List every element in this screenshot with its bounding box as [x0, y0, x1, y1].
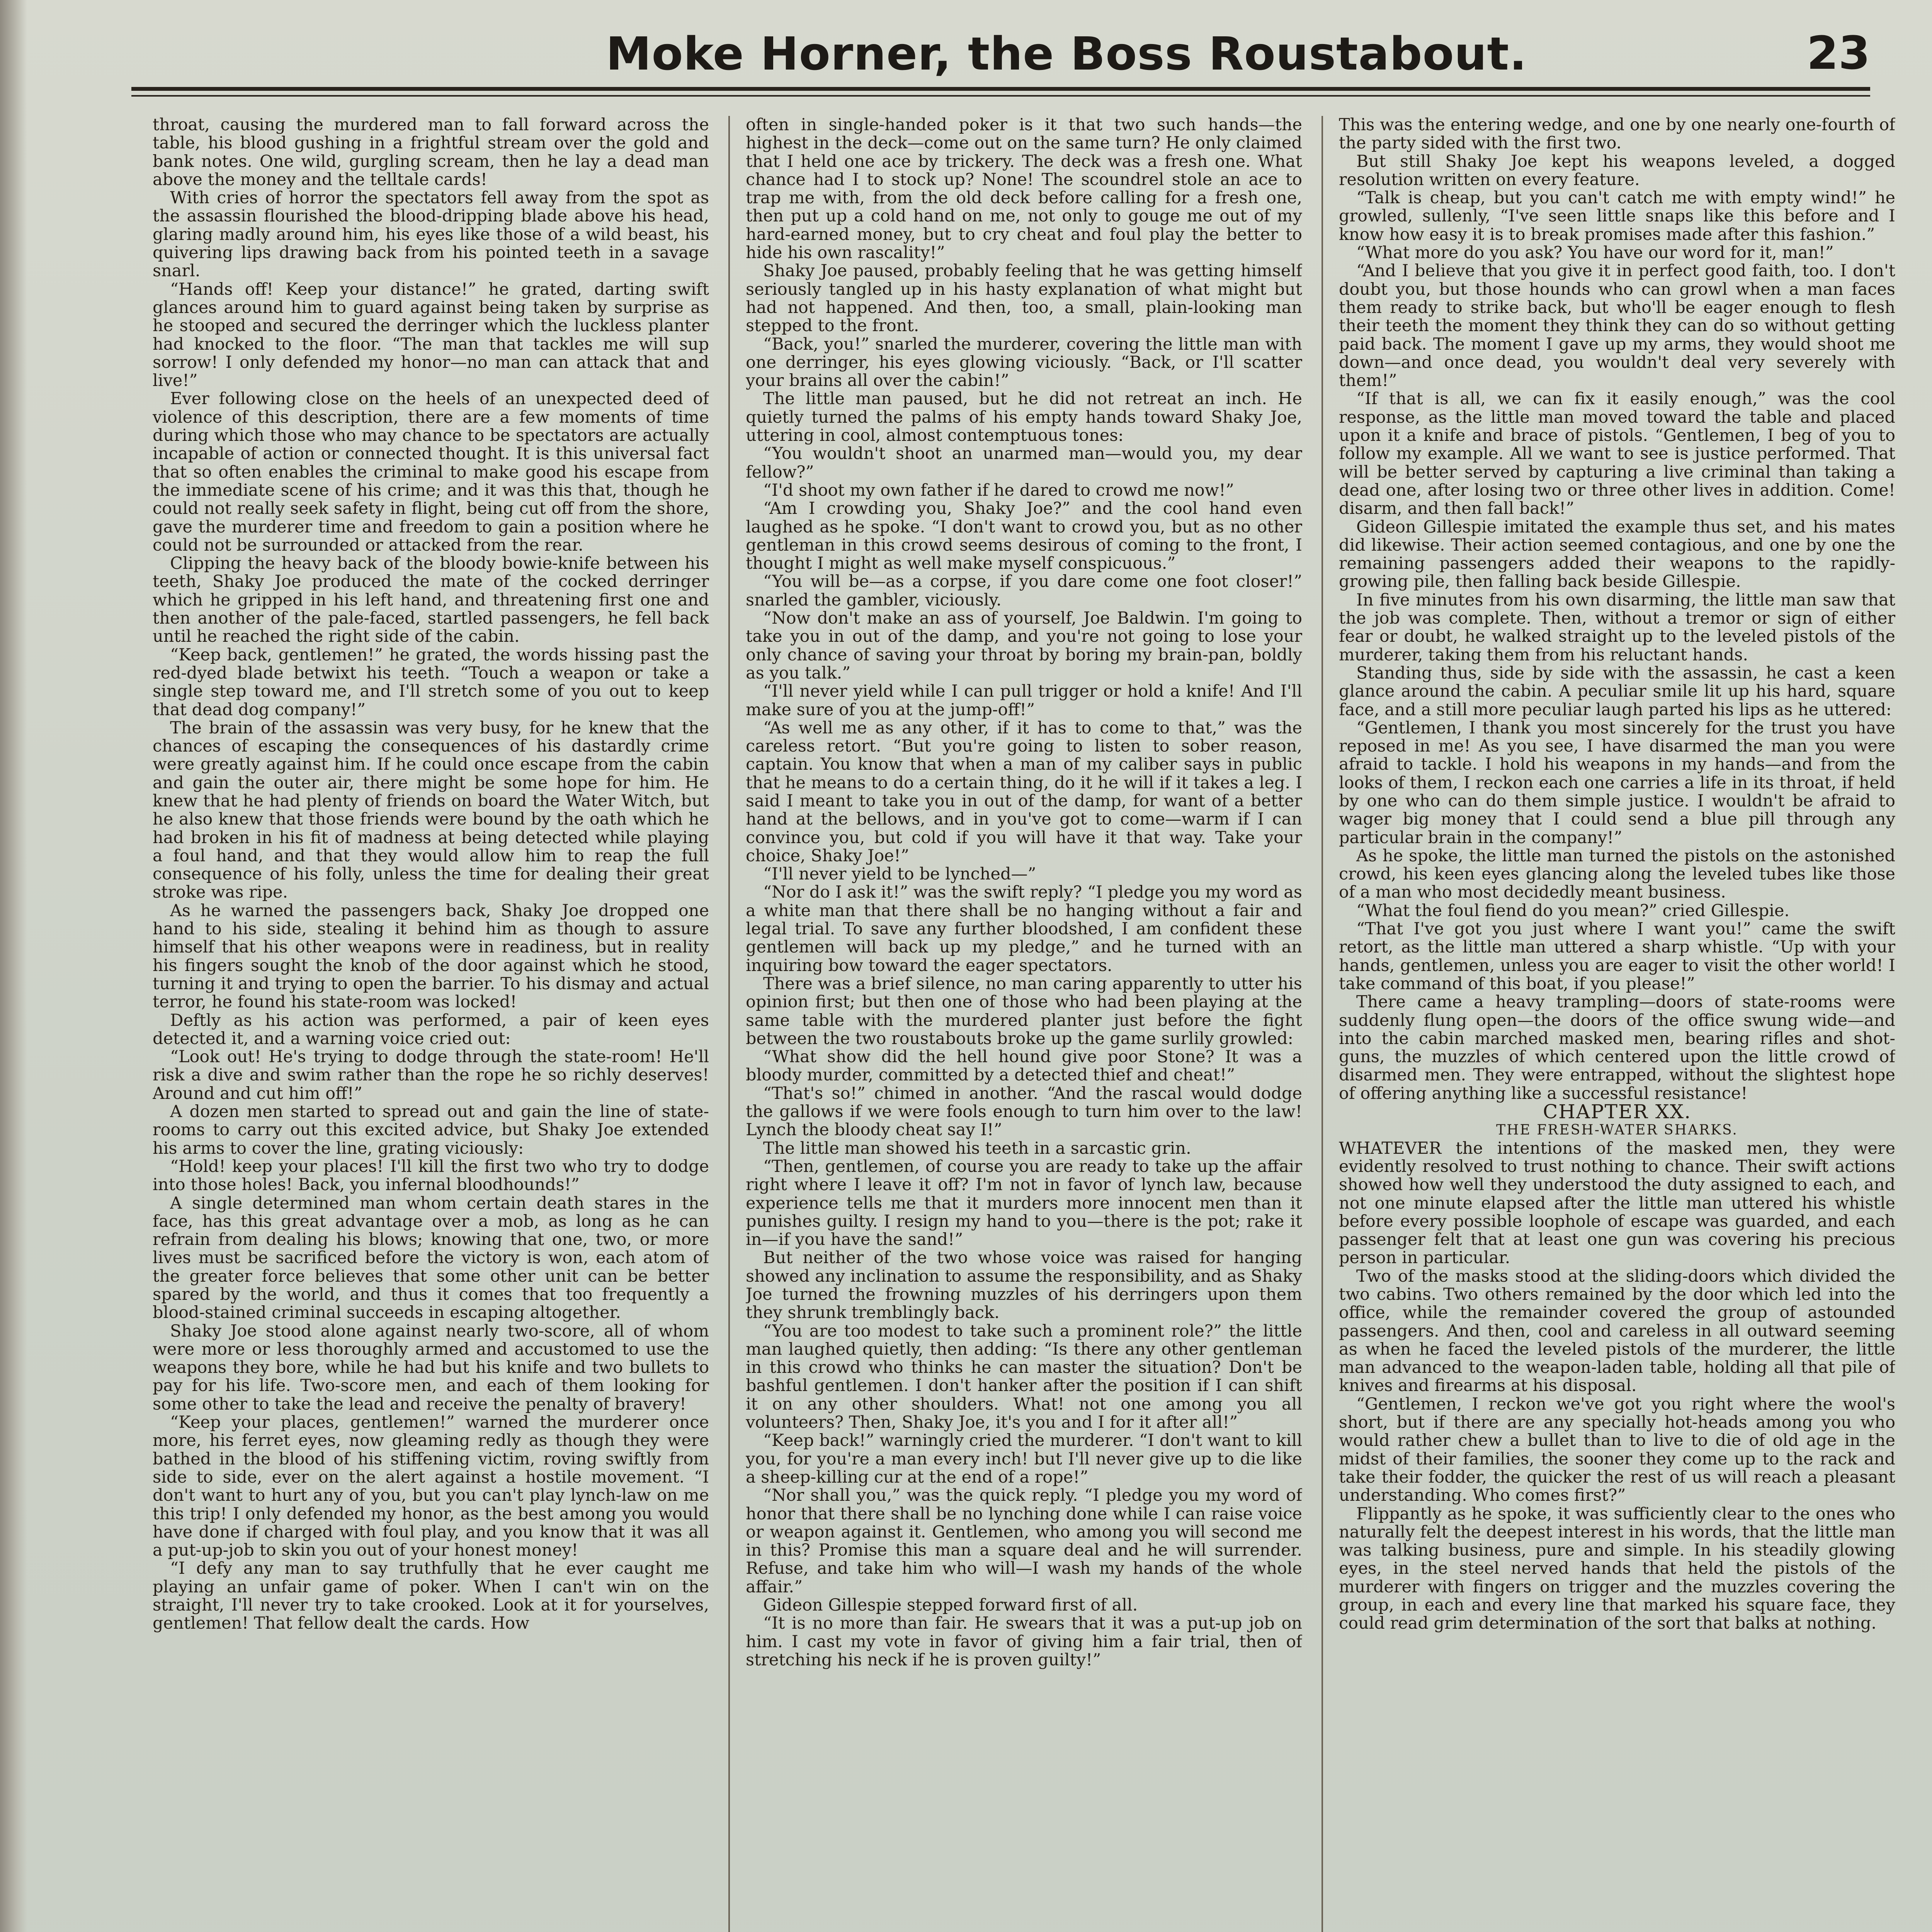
- paragraph: There was a brief silence, no man caring apparently to utter his opinion first; but then one of those who had been playing at the same table with the murdered planter just before the fight between the two roustabouts broke up the game surlily growled:: [746, 974, 1302, 1048]
- paragraph: “If that is all, we can fix it easily enough,” was the cool response, as the little man moved toward the table and placed upon it a knife and brace of pistols. “Gentlemen, I beg of you to follow my example. All we want to see is justice performed. That will be better served by capturing a live criminal than taking a dead one, after losing two or three other lives in addition. Come! disarm, and then fall back!”: [1339, 389, 1895, 519]
- paragraph: A single determined man whom certain death stares in the face, has this great advantage over a mob, as long as he can refrain from dealing his blows; knowing that one, two, or more lives must be sacrificed before the victory is won, each atom of the greater force believes that some other unit can be better spared by the world, and thus it comes that too frequently a blood-stained criminal succeeds in escaping altogether.: [153, 1193, 709, 1323]
- paragraph: “You wouldn't shoot an unarmed man—would you, my dear fellow?”: [746, 444, 1302, 482]
- paragraph: “Gentlemen, I reckon we've got you right where the wool's short, but if there are any specially hot-heads among you who would rather chew a bullet than to live to die of old age in the midst of their families, the sooner they come up to the rack and take their fodder, the quicker the rest of us will reach a pleasant understanding. Who comes first?”: [1339, 1394, 1895, 1505]
- header-rule: [131, 87, 1870, 91]
- chapter-subheading: THE FRESH-WATER SHARKS.: [1496, 1122, 1738, 1138]
- paragraph: “I'll never yield to be lynched—”: [763, 864, 1036, 884]
- paragraph: throat, causing the murdered man to fall forward across the table, his blood gushing in a frightful stream over the gold and bank notes. One wild, gurgling scream, then he lay a dead man above the money and the telltale cards!: [153, 116, 709, 189]
- paragraph: A dozen men started to spread out and gain the line of state-rooms to carry out this excited advice, but Shaky Joe extended his arms to cover the line, grating viciously:: [153, 1102, 709, 1158]
- header-rule-thin: [131, 95, 1870, 97]
- page-number: 23: [1806, 26, 1870, 80]
- paragraph: The little man showed his teeth in a sarcastic grin.: [763, 1138, 1191, 1158]
- paragraph: Shaky Joe stood alone against nearly two-score, all of whom were more or less thoroughly armed and accustomed to use the weapons they bore, while he had but his knife and two bullets to pay for his life. Two-score men, and each of them looking for some other to take the lead and receive the penalty of bravery!: [153, 1321, 709, 1414]
- paragraph: Deftly as his action was performed, a pair of keen eyes detected it, and a warning voice cried out:: [153, 1010, 709, 1048]
- column-divider-2: [1321, 116, 1323, 1932]
- paragraph: In five minutes from his own disarming, the little man saw that the job was complete. Then, without a tremor or sign of either fear or doubt, he walked straight up to the leveled pistols of the murderer, taking them from his reluctant hands.: [1339, 590, 1895, 665]
- paragraph: “It is no more than fair. He swears that it was a put-up job on him. I cast my vote in favor of giving him a fair trial, then of stretching his neck if he is proven guilty!”: [746, 1614, 1302, 1670]
- paragraph: The little man paused, but he did not retreat an inch. He quietly turned the palms of his empty hands toward Shaky Joe, uttering in cool, almost contemptuous tones:: [746, 389, 1302, 446]
- paragraph: “Hands off! Keep your distance!” he grated, darting swift glances around him to guard against being taken by surprise as he stooped and secured the derringer which the luckless planter had knocked to the floor. “The man that tackles me will sup sorrow! I only defended my honor—no man can attack that and live!”: [153, 279, 709, 391]
- text-column-3: [1339, 116, 1895, 1932]
- paragraph: “Back, you!” snarled the murderer, covering the little man with one derringer, his eyes glowing viciously. “Back, or I'll scatter your brains all over the cabin!”: [746, 334, 1302, 391]
- paragraph: “And I believe that you give it in perfect good faith, too. I don't doubt you, but those hounds who can growl when a man faces them ready to strike back, but who'll be eager enough to flesh their teeth the moment they think they can do so without getting paid back. The moment I gave up my arms, they would shoot me down—and once dead, you wouldn't deal very severely with them!”: [1339, 261, 1895, 391]
- paragraph: often in single-handed poker is it that two such hands—the highest in the deck—come out on the same turn? He only claimed that I held one ace by trickery. The deck was a fresh one. What chance had I to stock up? None! The scoundrel stole an ace to trap me with, from the old deck before calling for a fresh one, then put up a cold hand on me, not only to gouge me out of my hard-earned money, but to cry cheat and foul play the better to hide his own rascality!”: [746, 116, 1302, 263]
- paragraph: There came a heavy trampling—doors of state-rooms were suddenly flung open—the doors of the office swung wide—and into the cabin marched masked men, bearing rifles and shot-guns, the muzzles of which centered upon the little crowd of disarmed men. They were entrapped, without the slightest hope of offering anything like a successful resistance!: [1339, 992, 1895, 1103]
- paragraph: Flippantly as he spoke, it was sufficiently clear to the ones who naturally felt the deepest interest in his words, that the little man was talking business, pure and simple. In his steadily glowing eyes, in the steel nerved hands that held the pistols of the murderer with fingers on trigger and the muzzles covering the group, in each and every line that marked his square face, they could read grim determination of the sort that balks at nothing.: [1339, 1504, 1895, 1633]
- paragraph: “Nor do I ask it!” was the swift reply? “I pledge you my word as a white man that there shall be no hanging without a fair and legal trial. To save any further bloodshed, I am confident these gentlemen will back up my pledge,” and he turned with an inquiring bow toward the eager spectators.: [746, 883, 1302, 975]
- paragraph: “Then, gentlemen, of course you are ready to take up the affair right where I leave it off? I'm not in favor of lynch law, because experience tells me that it murders more innocent men than it punishes guilty. I resign my hand to you—there is the pot; rake it in—if you have the sand!”: [746, 1156, 1302, 1250]
- chapter-heading: CHAPTER XX.: [1543, 1100, 1692, 1123]
- paragraph: “Keep back!” warningly cried the murderer. “I don't want to kill you, for you're a man every inch! but I'll never give up to die like a sheep-killing cur at the end of a rope!”: [746, 1431, 1302, 1487]
- paragraph: But still Shaky Joe kept his weapons leveled, a dogged resolution written on every feature.: [1339, 151, 1895, 189]
- paragraph: “Talk is cheap, but you can't catch me with empty wind!” he growled, sullenly, “I've seen little snaps like this before and I know how easy it is to break promises made after this fashion.”: [1339, 188, 1895, 244]
- paragraph: Gideon Gillespie stepped forward first of all.: [763, 1595, 1138, 1615]
- text-column-2: [746, 116, 1302, 1932]
- paragraph: But neither of the two whose voice was raised for hanging showed any inclination to assume the responsibility, and as Shaky Joe turned the frowning muzzles of his derringers upon them they shrunk tremblingly back.: [746, 1248, 1302, 1323]
- paragraph: As he warned the passengers back, Shaky Joe dropped one hand to his side, stealing it behind him as though to assure himself that his other weapons were in readiness, but in reality his fingers sought the knob of the door against which he stood, turning it and trying to open the barrier. To his dismay and actual terror, he found his state-room was locked!: [153, 901, 709, 1012]
- paragraph: “Gentlemen, I thank you most sincerely for the trust you have reposed in me! As you see, I have disarmed the man you were afraid to tackle. I hold his weapons in my hands—and from the looks of them, I reckon each one carries a life in its throat, if held by one who can do them simple justice. I wouldn't be afraid to wager big money that I could send a blue pill through any particular brain in the company!”: [1339, 718, 1895, 847]
- paragraph: With cries of horror the spectators fell away from the spot as the assassin flourished the blood-dripping blade above his head, glaring madly around him, his eyes like those of a wild beast, his quivering lips drawing back from his pointed teeth in a savage snarl.: [153, 188, 709, 281]
- paragraph: “I defy any man to say truthfully that he ever caught me playing an unfair game of poker. When I can't win on the straight, I'll never try to take crooked. Look at it for yourselves, gentlemen! That fellow dealt the cards. How: [153, 1559, 709, 1633]
- paragraph: “That I've got you just where I want you!” came the swift retort, as the little man uttered a sharp whistle. “Up with your hands, gentlemen, unless you are eager to visit the other world! I take command of this boat, if you please!”: [1339, 919, 1895, 993]
- paragraph: “What the foul fiend do you mean?” cried Gillespie.: [1356, 901, 1790, 920]
- paragraph: “You will be—as a corpse, if you dare come one foot closer!” snarled the gambler, viciously.: [746, 572, 1302, 610]
- page-spine-shadow: [0, 0, 27, 1932]
- paragraph: WHATEVER the intentions of the masked men, they were evidently resolved to trust nothing to chance. Their swift actions showed how well they understood the duty assigned to each, and not one minute elapsed after the little man uttered his whistle before every possible loophole of escape was guarded, and each passenger felt that at least one gun was covering his precious person in particular.: [1339, 1138, 1895, 1268]
- text-column-1: [153, 116, 709, 1932]
- paragraph: “I'd shoot my own father if he dared to crowd me now!”: [763, 480, 1234, 500]
- paragraph: Gideon Gillespie imitated the example thus set, and his mates did likewise. Their action seemed contagious, and one by one the remaining passengers added their weapons to the rapidly-growing pile, then falling back beside Gillespie.: [1339, 517, 1895, 592]
- paragraph: “That's so!” chimed in another. “And the rascal would dodge the gallows if we were fools enough to turn him over to the law! Lynch the bloody cheat say I!”: [746, 1083, 1302, 1140]
- column-divider-1: [728, 116, 730, 1932]
- paragraph: “What more do you ask? You have our word for it, man!”: [1356, 243, 1834, 263]
- paragraph: “What show did the hell hound give poor Stone? It was a bloody murder, committed by a detected thief and cheat!”: [746, 1047, 1302, 1085]
- paragraph: “Look out! He's trying to dodge through the state-room! He'll risk a dive and swim rather than the rope he so richly deserves! Around and cut him off!”: [153, 1047, 709, 1103]
- paragraph: “Nor shall you,” was the quick reply. “I pledge you my word of honor that there shall be no lynching done while I can raise voice or weapon against it. Gentlemen, who among you will second me in this? Promise this man a square deal and he will surrender. Refuse, and take him who will—I wash my hands of the whole affair.”: [746, 1486, 1302, 1597]
- paragraph: “Now don't make an ass of yourself, Joe Baldwin. I'm going to take you in out of the damp, and you're not going to lose your only chance of saving your throat by boring my brain-pan, boldly as you talk.”: [746, 609, 1302, 683]
- paragraph: “Hold! keep your places! I'll kill the first two who try to dodge into those holes! Back, you infernal bloodhounds!”: [153, 1156, 709, 1195]
- paragraph: Standing thus, side by side with the assassin, he cast a keen glance around the cabin. A peculiar smile lit up his hard, square face, and a still more peculiar laugh parted his lips as he uttered:: [1339, 663, 1895, 719]
- paragraph: This was the entering wedge, and one by one nearly one-fourth of the party sided with the first two.: [1339, 116, 1895, 153]
- paragraph: “I'll never yield while I can pull trigger or hold a knife! And I'll make sure of you at the jump-off!”: [746, 682, 1302, 719]
- paragraph: “As well me as any other, if it has to come to that,” was the careless retort. “But you're going to listen to sober reason, captain. You know that when a man of my caliber says in public that he means to do a certain thing, do it he will if it takes a leg. I said I meant to take you in out of the damp, for want of a better hand at the bellows, and in you've got to come—warm if I can convince you, but cold if you will have it that way. Take your choice, Shaky Joe!”: [746, 718, 1302, 866]
- paragraph: “Keep your places, gentlemen!” warned the murderer once more, his ferret eyes, now gleaming redly as though they were bathed in the blood of his stiffening victim, roving swiftly from side to side, ever on the alert against a hostile movement. “I don't want to hurt any of you, but you can't play lynch-law on me this trip! I only defended my honor, as the best among you would have done if charged with foul play, and you know that it was all a put-up-job to skin you out of your honest money!: [153, 1413, 709, 1560]
- paragraph: As he spoke, the little man turned the pistols on the astonished crowd, his keen eyes glancing along the leveled tubes like those of a man who most decidedly meant business.: [1339, 846, 1895, 902]
- paragraph: Ever following close on the heels of an unexpected deed of violence of this description, there are a few moments of time during which those who may chance to be spectators are actually incapable of action or connected thought. It is this universal fact that so often enables the criminal to make good his escape from the immediate scene of his crime; and it was this that, though he could not really seek safety in flight, being cut off from the shore, gave the murderer time and freedom to gain a position where he could not be surrounded or attacked from the rear.: [153, 389, 709, 555]
- running-title: Moke Horner, the Boss Roustabout.: [606, 27, 1527, 80]
- paragraph: The brain of the assassin was very busy, for he knew that the chances of escaping the consequences of his dastardly crime were greatly against him. If he could once escape from the cabin and gain the outer air, there might be some hope for him. He knew that he had plenty of friends on board the Water Witch, but he also knew that those friends were bound by the oath which he had broken in his fit of madness at being detected while playing a foul hand, and that they would allow him to reap the full consequence of his folly, unless the time for dealing their great stroke was ripe.: [153, 718, 709, 902]
- paragraph: Clipping the heavy back of the bloody bowie-knife between his teeth, Shaky Joe produced the mate of the cocked derringer which he gripped in his left hand, and threatening first one and then another of the pale-faced, startled passengers, he fell back until he reached the right side of the cabin.: [153, 554, 709, 646]
- paragraph: Two of the masks stood at the sliding-doors which divided the two cabins. Two others remained by the door which led into the office, while the remainder covered the group of astounded passengers. And then, cool and careless in all outward seeming as when he faced the leveled pistols of the murderer, the little man advanced to the weapon-laden table, holding all that pile of knives and firearms at his disposal.: [1339, 1266, 1895, 1396]
- paragraph: “Keep back, gentlemen!” he grated, the words hissing past the red-dyed blade betwixt his teeth. “Touch a weapon or take a single step toward me, and I'll stretch some of you out to keep that dead dog company!”: [153, 645, 709, 719]
- paragraph: Shaky Joe paused, probably feeling that he was getting himself seriously tangled up in his hasty explanation of what might but had not happened. And then, too, a small, plain-looking man stepped to the front.: [746, 261, 1302, 336]
- paragraph: “You are too modest to take such a prominent role?” the little man laughed quietly, then adding: “Is there any other gentleman in this crowd who thinks he can master the situation? Don't be bashful gentlemen. I don't hanker after the position if I can shift it on any other shoulders. What! not one among you all volunteers? Then, Shaky Joe, it's you and I for it after all!”: [746, 1321, 1302, 1432]
- paragraph: “Am I crowding you, Shaky Joe?” and the cool hand even laughed as he spoke. “I don't want to crowd you, but as no other gentleman in this crowd seems desirous of coming to the front, I thought I might as well make myself conspicuous.”: [746, 499, 1302, 573]
